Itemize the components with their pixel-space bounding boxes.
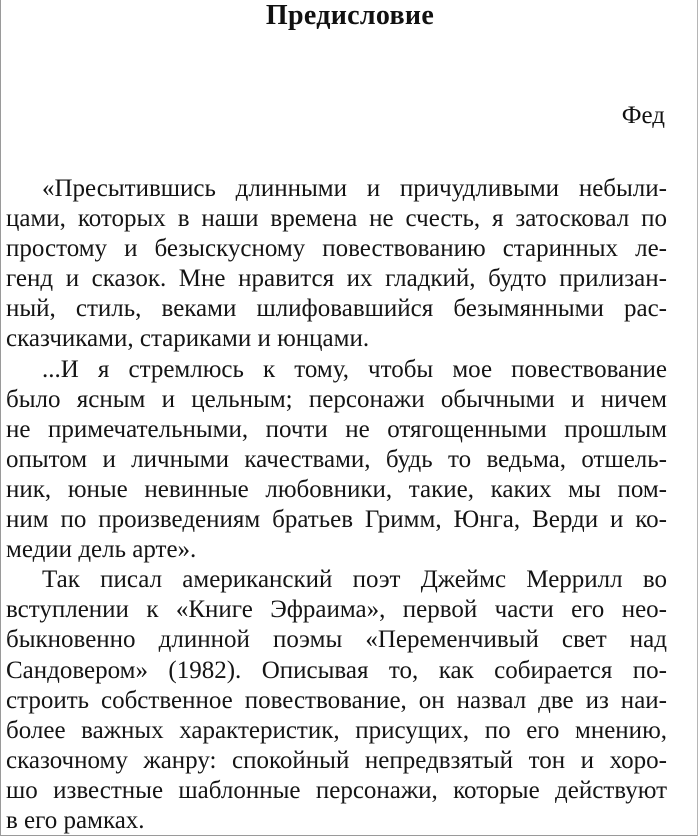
text-line: ник, юные невинные любовники, такие, каких мы пом- (6, 475, 667, 503)
text-line: быкновенно длинной поэмы «Переменчивый свет над (6, 626, 667, 654)
text-line: «Пресытившись длинными и причудливыми небыли- (42, 175, 667, 202)
text-line: вступлении к «Книге Эфраима», первой части его нео- (6, 596, 667, 624)
text-line: простому и безыскусному повествованию старинных ле- (6, 235, 667, 263)
page-title: Предисловие (265, 0, 435, 31)
paragraph-2 (6, 355, 667, 566)
text-line: Сандовером» (1982). Описывая то, как собирается по- (6, 656, 667, 684)
text-line: опытом и личными качествами, будь то ведьма, отшель- (6, 445, 667, 473)
text-line: сказчиками, стариками и юнцами. (6, 325, 370, 353)
epigraph-fragment: Фед (621, 102, 665, 129)
text-line: ...И я стремлюсь к тому, чтобы мое повествование (42, 355, 667, 383)
text-line: сказочному жанру: спокойный непредвзятый тон и хоро- (6, 746, 667, 774)
body-text (6, 174, 667, 836)
text-line: в его рамках. (6, 806, 145, 834)
text-line: ним по произведениям братьев Гримм, Юнга, Верди и ко- (6, 506, 667, 534)
text-line: было ясным и цельным; персонажи обычными и ничем (6, 385, 667, 413)
paragraph-3 (6, 565, 667, 836)
text-line: генд и сказок. Мне нравится их гладкий, будто прилизан- (6, 265, 667, 293)
text-line: не примечательными, почти не отягощенными прошлым (6, 415, 667, 443)
text-line: Так писал американский поэт Джеймс Меррилл во (42, 566, 667, 594)
text-line: ный, стиль, веками шлифовавшийся безымянными рас- (6, 295, 667, 323)
text-line: строить собственное повествование, он назвал две из наи- (6, 686, 667, 714)
text-line: шо известные шаблонные персонажи, которые действуют (6, 776, 667, 804)
text-line: цами, которых в наши времена не счесть, я затосковал по (6, 205, 667, 233)
text-line: медии дель арте». (6, 536, 197, 564)
text-line: более важных характеристик, присущих, по его мнению, (6, 716, 667, 744)
paragraph-1 (6, 174, 667, 355)
